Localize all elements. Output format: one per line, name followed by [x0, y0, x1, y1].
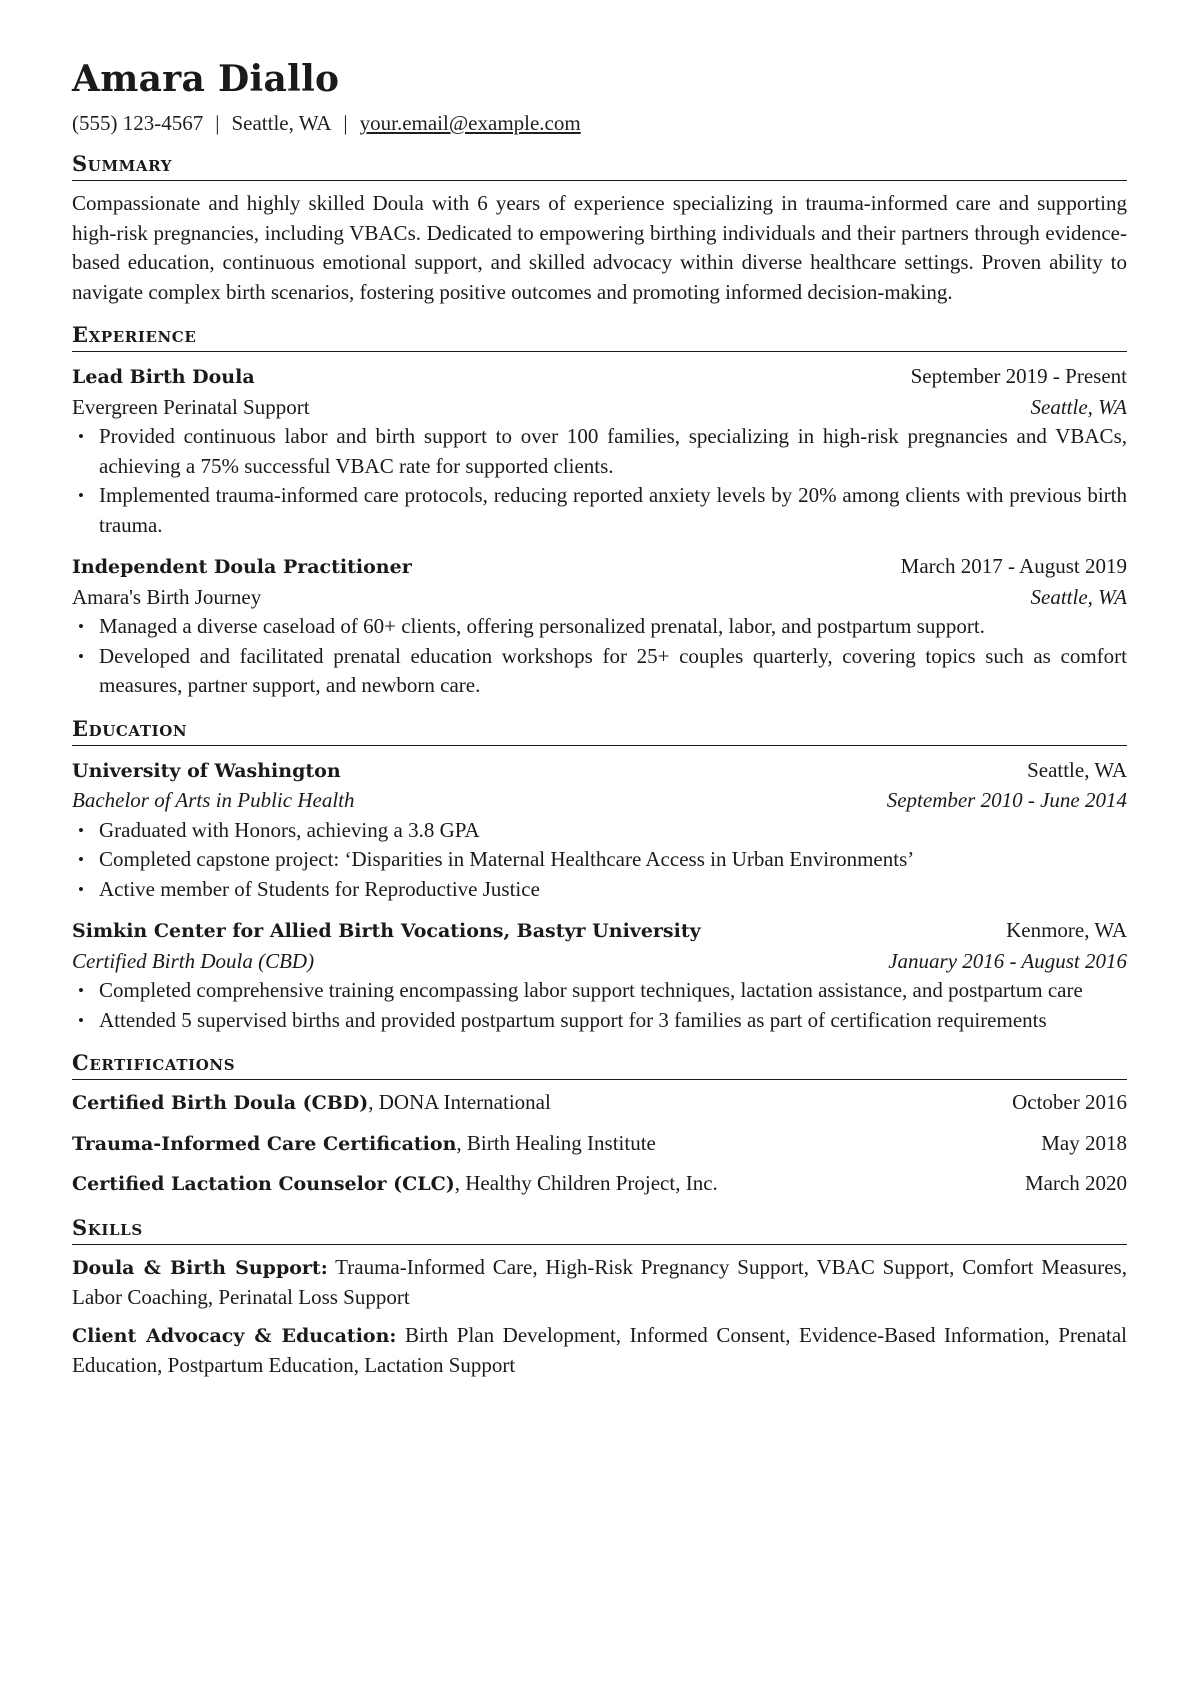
list-item: • Completed capstone project: ‘Disparities in Maternal Healthcare Access in Urban Environments’: [72, 845, 1127, 875]
separator: |: [343, 111, 348, 135]
list-item: • Provided continuous labor and birth support to over 100 families, specializing in high-risk pregnancies and VBACs, achieving a 75% successful VBAC rate for supported clients.: [72, 422, 1127, 481]
email-link[interactable]: your.email@example.com: [359, 111, 581, 135]
education-entry: [72, 756, 1127, 905]
section-title-skills: Skills: [72, 1214, 1127, 1245]
certification-issuer: , Healthy Children Project, Inc.: [454, 1171, 718, 1195]
school-name: University of Washington: [72, 759, 341, 782]
school-location: Kenmore, WA: [1006, 918, 1127, 942]
certifications-section: [72, 1049, 1127, 1200]
list-item: • Implemented trauma-informed care protocols, reducing reported anxiety levels by 20% among clients with previous birth trauma.: [72, 481, 1127, 540]
education-dates: September 2010 - June 2014: [886, 788, 1127, 812]
resume-page: [72, 58, 1127, 1381]
certification-issuer: , Birth Healing Institute: [456, 1130, 656, 1155]
school-name: Simkin Center for Allied Birth Vocations, Bastyr University: [72, 920, 701, 942]
experience-entry: [72, 362, 1127, 540]
job-location: Seattle, WA: [1030, 584, 1127, 609]
job-title: Independent Doula Practitioner: [72, 556, 412, 578]
skill-group-label: Doula & Birth Support:: [72, 1256, 328, 1279]
job-title: Lead Birth Doula: [72, 366, 255, 388]
experience-entry: [72, 552, 1127, 701]
job-bullets: [72, 612, 1127, 701]
certification-name: Certified Birth Doula (CBD): [72, 1092, 369, 1114]
skill-group-text: Birth Plan Development, Informed Consent, Evidence-Based Information, Prenatal Education, Postpartum Education, Lactation Support: [72, 1322, 1127, 1377]
experience-section: [72, 321, 1127, 701]
education-entry: [72, 916, 1127, 1035]
skill-group-text: Trauma-Informed Care, High-Risk Pregnancy Support, VBAC Support, Comfort Measures, Labor Coaching, Perinatal Loss Support: [72, 1254, 1127, 1309]
location: Seattle, WA: [231, 111, 332, 135]
section-title-certifications: Certifications: [72, 1049, 1127, 1080]
job-bullets: [72, 422, 1127, 540]
separator: |: [215, 111, 220, 135]
certification-row: [72, 1088, 1127, 1119]
list-item: • Active member of Students for Reproductive Justice: [72, 875, 1127, 905]
certification-date: October 2016: [1012, 1090, 1127, 1114]
certification-issuer: , DONA International: [368, 1090, 551, 1114]
degree: Certified Birth Doula (CBD): [72, 948, 315, 973]
contact-line: [72, 110, 1127, 136]
skills-section: [72, 1214, 1127, 1381]
certification-date: March 2020: [1024, 1171, 1127, 1195]
school-location: Seattle, WA: [1027, 757, 1127, 782]
job-dates: September 2019 - Present: [910, 364, 1127, 388]
job-location: Seattle, WA: [1030, 394, 1127, 419]
education-bullets: [72, 976, 1127, 1035]
employer: Evergreen Perinatal Support: [72, 394, 310, 419]
section-title-experience: Experience: [72, 321, 1127, 352]
summary-section: [72, 150, 1127, 307]
certification-row: [72, 1169, 1127, 1200]
education-section: [72, 715, 1127, 1036]
list-item: • Managed a diverse caseload of 60+ clients, offering personalized prenatal, labor, and postpartum support.: [72, 612, 1127, 642]
section-title-education: Education: [72, 715, 1127, 746]
phone-number: (555) 123-4567: [72, 111, 204, 135]
job-dates: March 2017 - August 2019: [900, 554, 1127, 578]
section-title-summary: Summary: [72, 150, 1127, 181]
candidate-name: Amara Diallo: [72, 58, 340, 100]
skill-group: [72, 1253, 1127, 1313]
employer: Amara's Birth Journey: [72, 584, 262, 609]
list-item: • Developed and facilitated prenatal education workshops for 25+ couples quarterly, covering topics such as comfort measures, partner support, and newborn care.: [72, 642, 1127, 701]
skill-group: [72, 1321, 1127, 1381]
education-bullets: [72, 816, 1127, 905]
degree: Bachelor of Arts in Public Health: [72, 788, 355, 812]
list-item: • Graduated with Honors, achieving a 3.8 GPA: [72, 816, 1127, 846]
certification-date: May 2018: [1041, 1130, 1127, 1155]
education-dates: January 2016 - August 2016: [888, 948, 1127, 973]
summary-text: Compassionate and highly skilled Doula with 6 years of experience specializing in trauma-informed care and supporting high-risk pregnancies, including VBACs. Dedicated to empowering birthing individuals and their partners through evidence-based education, continuous emotional support, and skilled advocacy within diverse healthcare settings. Proven ability to navigate complex birth scenarios, fostering positive outcomes and promoting informed decision-making.: [72, 191, 1127, 304]
certification-name: Trauma-Informed Care Certification: [72, 1132, 457, 1155]
certification-row: [72, 1129, 1127, 1160]
certification-name: Certified Lactation Counselor (CLC): [72, 1173, 455, 1195]
skill-group-label: Client Advocacy & Education:: [72, 1324, 397, 1347]
list-item: • Attended 5 supervised births and provided postpartum support for 3 families as part of certification requirements: [72, 1006, 1127, 1036]
list-item: • Completed comprehensive training encompassing labor support techniques, lactation assistance, and postpartum care: [72, 976, 1127, 1006]
